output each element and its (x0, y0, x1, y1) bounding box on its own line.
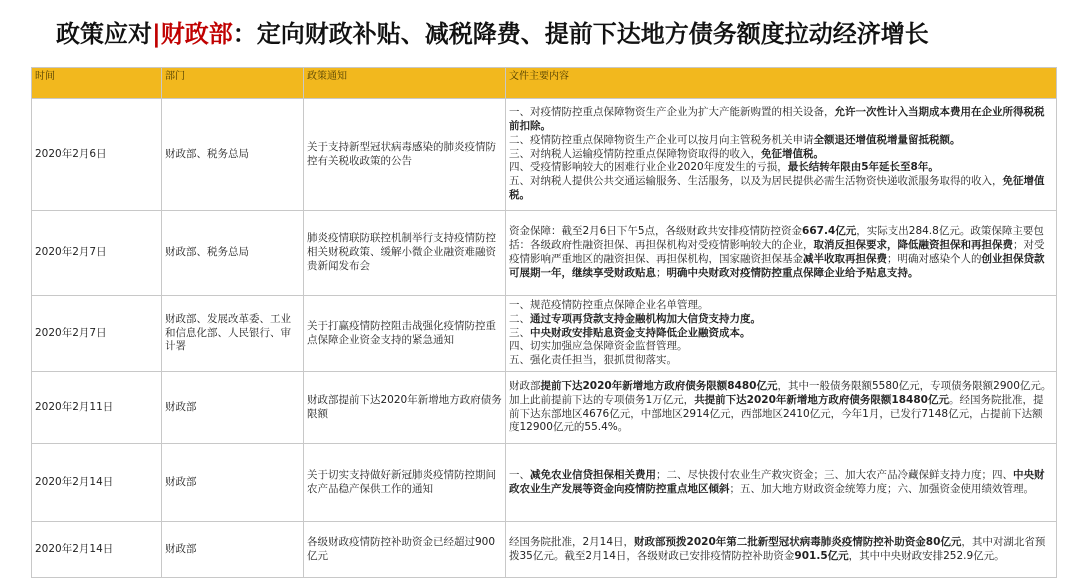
content-line (509, 327, 1053, 341)
content-text: 三、 (509, 326, 530, 339)
content-text: 二、 (509, 312, 530, 325)
page-title (56, 14, 929, 49)
cell-notice: 肺炎疫情联防联控机制举行支持疫情防控相关财税政策、缓解小微企业融资难融资贵新闻发布会 (304, 211, 506, 296)
cell-dept: 财政部、税务总局 (162, 211, 304, 296)
cell-content (506, 296, 1057, 372)
content-emphasis: 财政部预拨2020年第二批新型冠状病毒肺炎疫情防控补助资金80亿元 (634, 535, 962, 548)
content-text: ，其中对湖北省预拨35亿元。截至2月14日，各级财政已安排疫情防控补助资金 (509, 535, 1046, 562)
content-text: 一、 (509, 468, 530, 481)
table-row (32, 444, 1057, 522)
content-text: ；明确对感染个人的 (887, 253, 982, 265)
cell-content (506, 99, 1057, 211)
content-text: 五、对纳税人提供公共交通运输服务、生活服务，以及为居民提供必需生活物资快递收派服务取得的收入， (509, 175, 1003, 188)
cell-notice: 关于切实支持做好新冠肺炎疫情防控期间农产品稳产保供工作的通知 (304, 444, 506, 522)
cell-date: 2020年2月7日 (32, 211, 162, 296)
content-emphasis: 共提前下达2020年新增地方政府债务限额18480亿元 (694, 393, 949, 406)
cell-date: 2020年2月6日 (32, 99, 162, 211)
table-row (32, 99, 1057, 211)
content-emphasis: 提前下达2020年新增地方政府债务限额8480亿元 (540, 379, 778, 392)
header-notice: 政策通知 (304, 68, 506, 99)
cell-content (506, 211, 1057, 296)
content-emphasis: 取消反担保要求，降低融资担保和再担保费 (813, 239, 1013, 252)
content-text: ；五、加大地方财政资金统筹力度；六、加强资金使用绩效管理。 (729, 482, 1034, 495)
content-emphasis: 通过专项再贷款支持金融机构加大信贷支持力度。 (530, 312, 761, 325)
content-emphasis: 中央财政农业生产发展等资金向疫情防控重点地区倾斜 (509, 468, 1045, 495)
cell-dept: 财政部 (162, 372, 304, 444)
content-line (509, 380, 1053, 435)
content-emphasis: 减半收取再担保费 (803, 253, 887, 265)
content-emphasis: 明确中央财政对疫情防控重点保障企业给予贴息支持。 (666, 266, 919, 279)
content-text: ，其中一般债务限额5580亿元，专项债务限额2900亿元。加上此前提前下达的专项债务1万亿元， (509, 379, 1052, 406)
content-line (509, 134, 1053, 148)
content-text: 资金保障：截至2月6日下午5点，各级财政共安排疫情防控资金 (509, 225, 803, 238)
cell-date: 2020年2月14日 (32, 522, 162, 578)
table-row (32, 372, 1057, 444)
cell-notice: 财政部提前下达2020年新增地方政府债务限额 (304, 372, 506, 444)
cell-date: 2020年2月7日 (32, 296, 162, 372)
content-emphasis: 最长结转年限由5年延长至8年。 (787, 161, 939, 174)
content-line (509, 340, 1053, 354)
content-line (509, 106, 1053, 134)
content-text: 五、强化责任担当，狠抓贯彻落实。 (509, 354, 677, 367)
title-prefix: 政策应对 (56, 20, 152, 48)
content-line (509, 161, 1053, 175)
cell-notice: 关于打赢疫情防控阻击战强化疫情防控重点保障企业资金支持的紧急通知 (304, 296, 506, 372)
title-separator: | (152, 20, 161, 48)
content-text: ，实际支出284.8亿元。政策保障主要包括：各级政府性融资担保、再担保机构对受疫情影响较大的企业， (509, 225, 1044, 252)
cell-dept: 财政部、发展改革委、工业和信息化部、人民银行、审计署 (162, 296, 304, 372)
content-text: 一、规范疫情防控重点保障企业名单管理。 (509, 298, 709, 311)
content-line (509, 313, 1053, 327)
content-text: 财政部 (509, 379, 541, 392)
content-text: 。经国务院批准，提前下达东部地区4676亿元，中部地区2914亿元，西部地区2410亿元，今年1月，已发行7148亿元，占提前下达额度12900亿元的55.4%。 (509, 393, 1044, 434)
table-header-row (32, 68, 1057, 99)
content-emphasis: 减免农业信贷担保相关费用 (530, 468, 656, 481)
content-emphasis: 901.5亿元 (794, 549, 849, 562)
cell-date: 2020年2月14日 (32, 444, 162, 522)
cell-content (506, 522, 1057, 578)
content-text: 三、对纳税人运输疫情防控重点保障物资取得的收入， (509, 147, 761, 160)
content-text: 二、疫情防控重点保障物资生产企业可以按月向主管税务机关申请 (509, 133, 814, 146)
table-row (32, 522, 1057, 578)
title-suffix: ：定向财政补贴、减税降费、提前下达地方债务额度拉动经济增长 (232, 20, 929, 48)
table-row (32, 296, 1057, 372)
content-emphasis: 创业担保贷款可展期一年，继续享受财政贴息 (509, 253, 1045, 279)
content-emphasis: 全额退还增值税增量留抵税额。 (813, 133, 961, 146)
header-dept: 部门 (162, 68, 304, 99)
content-emphasis: 免征增值税。 (761, 147, 824, 160)
content-line (509, 469, 1053, 497)
content-line (509, 175, 1053, 203)
content-emphasis: 允许一次性计入当期成本费用在企业所得税税前扣除。 (509, 105, 1045, 132)
content-text: 四、受疫情影响较大的困难行业企业2020年度发生的亏损， (509, 161, 788, 174)
content-emphasis: 免征增值税。 (509, 175, 1045, 202)
cell-notice: 关于支持新型冠状病毒感染的肺炎疫情防控有关税收政策的公告 (304, 99, 506, 211)
content-text: ，其中中央财政安排252.9亿元。 (848, 549, 1005, 562)
content-text: 四、切实加强应急保障资金监督管理。 (509, 340, 688, 353)
title-ministry: 财政部 (160, 20, 233, 48)
cell-dept: 财政部 (162, 522, 304, 578)
content-text: ；对受疫情影响严重地区的融资担保、再担保机构，国家融资担保基金 (509, 239, 1045, 265)
policy-table (31, 67, 1057, 578)
content-line (509, 354, 1053, 368)
content-emphasis: 中央财政安排贴息资金支持降低企业融资成本。 (530, 326, 751, 339)
content-text: ； (656, 266, 667, 279)
content-text: 经国务院批准，2月14日， (509, 535, 635, 548)
cell-date: 2020年2月11日 (32, 372, 162, 444)
cell-dept: 财政部、税务总局 (162, 99, 304, 211)
cell-dept: 财政部 (162, 444, 304, 522)
cell-notice: 各级财政疫情防控补助资金已经超过900亿元 (304, 522, 506, 578)
table-row (32, 211, 1057, 296)
header-date: 时间 (32, 68, 162, 99)
content-line (509, 148, 1053, 162)
header-content: 文件主要内容 (506, 68, 1057, 99)
content-line (509, 536, 1053, 564)
cell-content (506, 444, 1057, 522)
content-emphasis: 667.4亿元 (802, 225, 857, 238)
content-line (509, 299, 1053, 313)
content-text: ；二、尽快拨付农业生产救灾资金；三、加大农产品冷藏保鲜支持力度；四、 (656, 468, 1013, 481)
content-text: 一、对疫情防控重点保障物资生产企业为扩大产能新购置的相关设备， (509, 105, 835, 118)
content-line (509, 225, 1053, 280)
cell-content (506, 372, 1057, 444)
